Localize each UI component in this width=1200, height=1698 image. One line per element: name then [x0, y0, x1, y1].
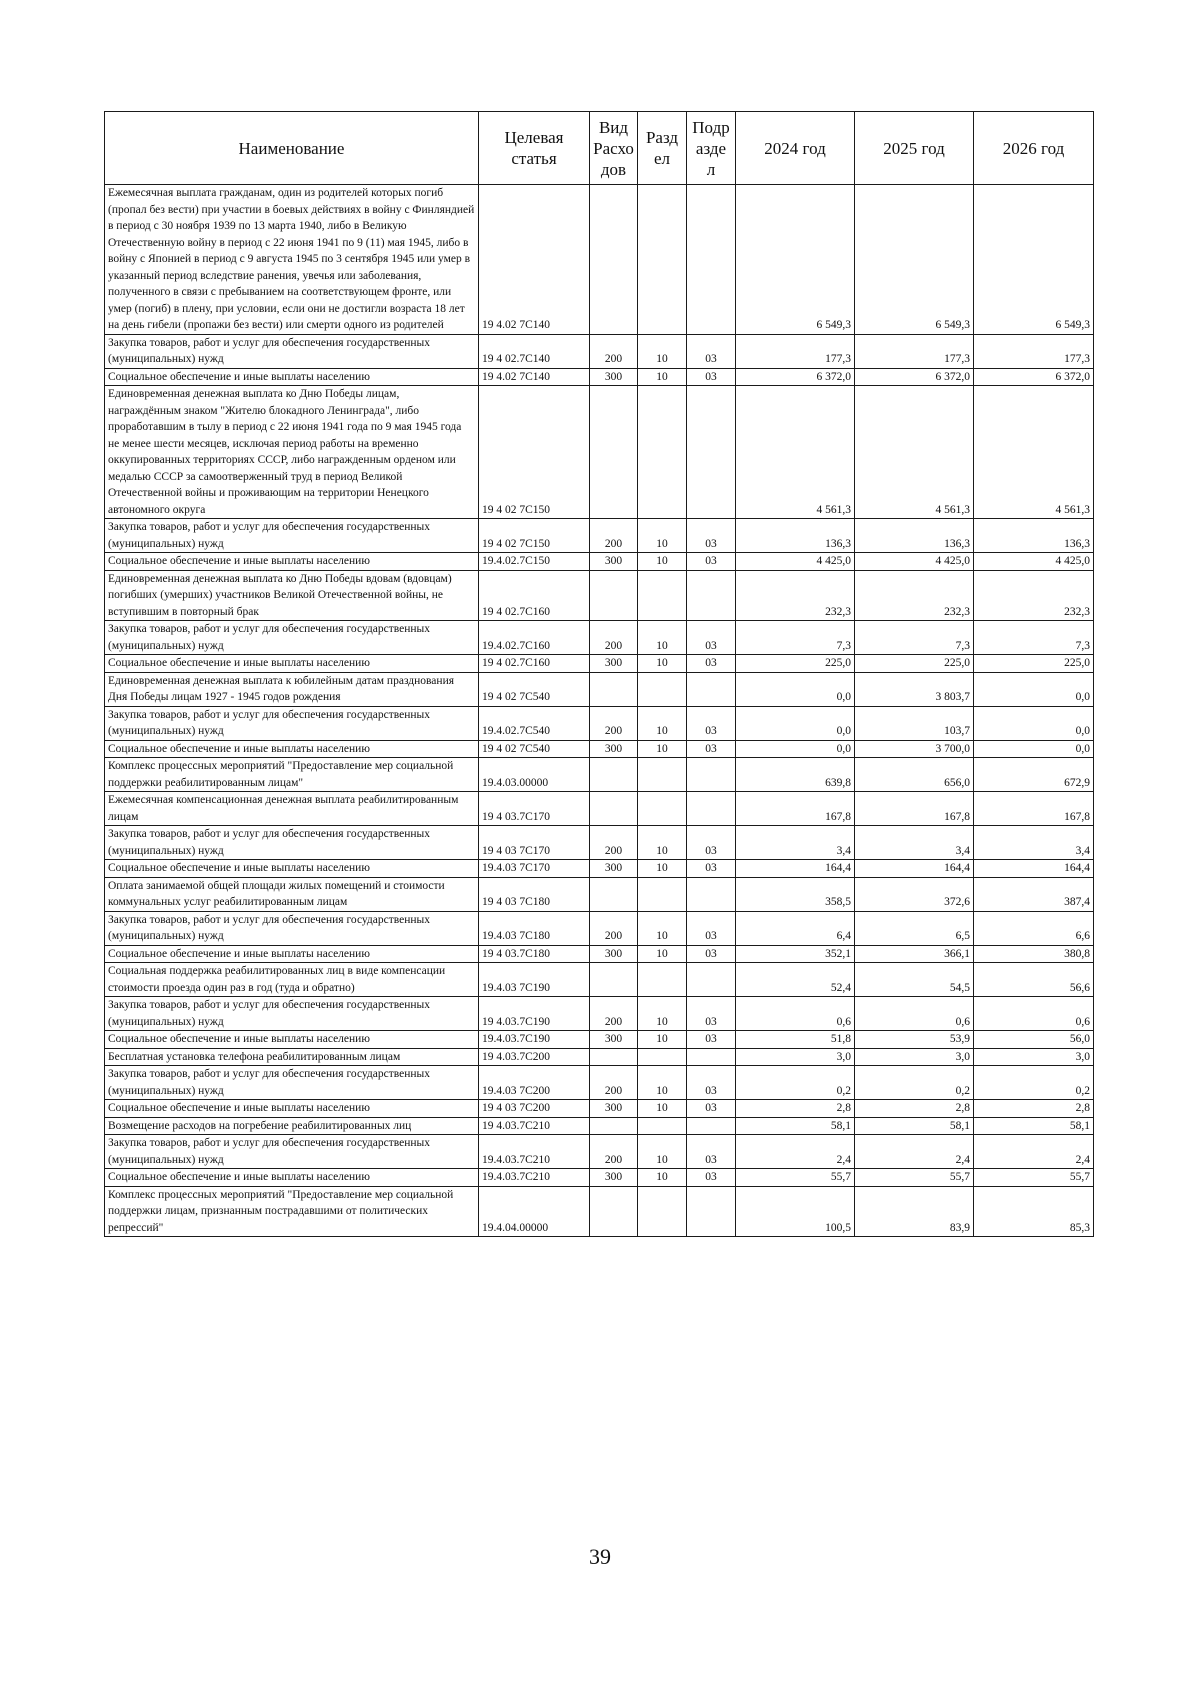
row-name: Комплекс процессных мероприятий "Предоставление мер социальной поддержки лицам, признанным пострадавшими от политических репрессий" — [105, 1186, 479, 1237]
row-target-article: 19.4.03.7С210 — [479, 1135, 590, 1169]
row-subsection: 03 — [687, 826, 736, 860]
row-name: Закупка товаров, работ и услуг для обеспечения государственных (муниципальных) нужд — [105, 1066, 479, 1100]
row-subsection — [687, 1048, 736, 1066]
row-subsection: 03 — [687, 655, 736, 673]
row-section — [638, 1048, 687, 1066]
row-subsection: 03 — [687, 1169, 736, 1187]
row-section: 10 — [638, 997, 687, 1031]
table-row — [105, 1117, 1094, 1135]
row-name: Ежемесячная выплата гражданам, один из родителей которых погиб (пропал без вести) при участии в боевых действиях в войну с Финляндией в период с 30 ноября 1939 по 13 марта 1940, либо в Великую Отечественную войну в период с 22 июня 1941 по 9 (11) мая 1945, либо в войну с Японией в период с 9 августа 1945 по 3 сентября 1945 или умер в указанный период вследствие ранения, увечья или заболевания, полученного в связи с пребыванием на соответствующем фронте, или умер (погиб) в плену, при условии, если они не достигли возраста 18 лет на день гибели (пропажи без вести) или смерти одного из родителей — [105, 185, 479, 335]
row-name: Единовременная денежная выплата ко Дню Победы вдовам (вдовцам) погибших (умерших) участников Великой Отечественной войны, не вступившим в повторный брак — [105, 570, 479, 621]
row-expense-type: 200 — [590, 621, 638, 655]
row-name: Закупка товаров, работ и услуг для обеспечения государственных (муниципальных) нужд — [105, 997, 479, 1031]
row-target-article: 19.4.02.7С150 — [479, 553, 590, 571]
row-name: Социальное обеспечение и иные выплаты населению — [105, 1169, 479, 1187]
row-expense-type: 200 — [590, 1066, 638, 1100]
row-amount-2025: 6 372,0 — [855, 368, 974, 386]
row-expense-type — [590, 877, 638, 911]
row-name: Единовременная денежная выплата к юбилейным датам празднования Дня Победы лицам 1927 - 1945 годов рождения — [105, 672, 479, 706]
row-amount-2026: 0,2 — [974, 1066, 1094, 1100]
row-subsection: 03 — [687, 945, 736, 963]
header-subsection: Подр азде л — [687, 112, 736, 185]
row-amount-2024: 3,4 — [736, 826, 855, 860]
row-section — [638, 758, 687, 792]
table-row — [105, 672, 1094, 706]
row-section: 10 — [638, 621, 687, 655]
row-amount-2026: 225,0 — [974, 655, 1094, 673]
table-row — [105, 570, 1094, 621]
row-amount-2026: 6 549,3 — [974, 185, 1094, 335]
row-amount-2024: 167,8 — [736, 792, 855, 826]
row-amount-2026: 232,3 — [974, 570, 1094, 621]
row-amount-2025: 164,4 — [855, 860, 974, 878]
row-subsection — [687, 672, 736, 706]
row-amount-2024: 4 425,0 — [736, 553, 855, 571]
row-name: Социальное обеспечение и иные выплаты населению — [105, 945, 479, 963]
row-amount-2025: 83,9 — [855, 1186, 974, 1237]
row-expense-type — [590, 672, 638, 706]
row-amount-2025: 0,2 — [855, 1066, 974, 1100]
row-target-article: 19 4 03.7С170 — [479, 792, 590, 826]
row-subsection: 03 — [687, 997, 736, 1031]
table-row — [105, 911, 1094, 945]
table-row — [105, 826, 1094, 860]
row-target-article: 19 4.03.7С210 — [479, 1117, 590, 1135]
row-target-article: 19.4.03 7С180 — [479, 911, 590, 945]
row-name: Социальная поддержка реабилитированных лиц в виде компенсации стоимости проезда один раз в год (туда и обратно) — [105, 963, 479, 997]
row-amount-2026: 0,0 — [974, 672, 1094, 706]
row-amount-2025: 6,5 — [855, 911, 974, 945]
table-row — [105, 997, 1094, 1031]
row-name: Ежемесячная компенсационная денежная выплата реабилитированным лицам — [105, 792, 479, 826]
row-amount-2025: 55,7 — [855, 1169, 974, 1187]
row-section: 10 — [638, 706, 687, 740]
row-amount-2024: 6 549,3 — [736, 185, 855, 335]
table-row — [105, 963, 1094, 997]
row-subsection: 03 — [687, 1066, 736, 1100]
row-expense-type — [590, 386, 638, 519]
row-subsection: 03 — [687, 519, 736, 553]
row-expense-type: 300 — [590, 860, 638, 878]
row-name: Возмещение расходов на погребение реабилитированных лиц — [105, 1117, 479, 1135]
row-name: Комплекс процессных мероприятий "Предоставление мер социальной поддержки реабилитированным лицам" — [105, 758, 479, 792]
row-subsection — [687, 1186, 736, 1237]
row-amount-2025: 366,1 — [855, 945, 974, 963]
row-subsection: 03 — [687, 740, 736, 758]
row-target-article: 19.4.03.00000 — [479, 758, 590, 792]
header-year-2025: 2025 год — [855, 112, 974, 185]
row-subsection: 03 — [687, 368, 736, 386]
row-amount-2026: 7,3 — [974, 621, 1094, 655]
row-amount-2025: 167,8 — [855, 792, 974, 826]
row-name: Закупка товаров, работ и услуг для обеспечения государственных (муниципальных) нужд — [105, 621, 479, 655]
row-amount-2026: 177,3 — [974, 334, 1094, 368]
row-subsection — [687, 877, 736, 911]
header-name: Наименование — [105, 112, 479, 185]
row-amount-2026: 4 425,0 — [974, 553, 1094, 571]
table-row — [105, 1048, 1094, 1066]
row-amount-2026: 3,4 — [974, 826, 1094, 860]
row-amount-2024: 352,1 — [736, 945, 855, 963]
row-section: 10 — [638, 519, 687, 553]
table-row — [105, 1135, 1094, 1169]
row-expense-type: 200 — [590, 826, 638, 860]
table-row — [105, 185, 1094, 335]
row-expense-type: 300 — [590, 945, 638, 963]
table-row — [105, 1100, 1094, 1118]
row-target-article: 19.4.02.7С160 — [479, 621, 590, 655]
row-amount-2024: 58,1 — [736, 1117, 855, 1135]
row-name: Закупка товаров, работ и услуг для обеспечения государственных (муниципальных) нужд — [105, 911, 479, 945]
row-amount-2024: 2,4 — [736, 1135, 855, 1169]
row-amount-2024: 4 561,3 — [736, 386, 855, 519]
row-expense-type — [590, 1117, 638, 1135]
row-amount-2026: 55,7 — [974, 1169, 1094, 1187]
row-amount-2026: 2,4 — [974, 1135, 1094, 1169]
row-amount-2025: 53,9 — [855, 1031, 974, 1049]
table-row — [105, 740, 1094, 758]
row-section — [638, 1117, 687, 1135]
row-target-article: 19.4.02.7С540 — [479, 706, 590, 740]
row-expense-type: 200 — [590, 911, 638, 945]
row-amount-2024: 51,8 — [736, 1031, 855, 1049]
row-amount-2025: 656,0 — [855, 758, 974, 792]
row-section: 10 — [638, 1031, 687, 1049]
table-row — [105, 860, 1094, 878]
row-target-article: 19.4.03 7С200 — [479, 1066, 590, 1100]
row-section: 10 — [638, 334, 687, 368]
table-row — [105, 621, 1094, 655]
table-row — [105, 368, 1094, 386]
row-expense-type — [590, 185, 638, 335]
row-subsection: 03 — [687, 553, 736, 571]
row-subsection: 03 — [687, 911, 736, 945]
table-row — [105, 792, 1094, 826]
row-subsection: 03 — [687, 1135, 736, 1169]
row-name: Закупка товаров, работ и услуг для обеспечения государственных (муниципальных) нужд — [105, 706, 479, 740]
row-amount-2026: 85,3 — [974, 1186, 1094, 1237]
row-amount-2025: 54,5 — [855, 963, 974, 997]
header-expense-type: Вид Расхо дов — [590, 112, 638, 185]
row-amount-2026: 0,0 — [974, 740, 1094, 758]
row-amount-2025: 3,0 — [855, 1048, 974, 1066]
row-name: Социальное обеспечение и иные выплаты населению — [105, 860, 479, 878]
row-expense-type — [590, 758, 638, 792]
row-subsection: 03 — [687, 860, 736, 878]
row-subsection: 03 — [687, 706, 736, 740]
row-amount-2026: 58,1 — [974, 1117, 1094, 1135]
row-amount-2024: 52,4 — [736, 963, 855, 997]
row-amount-2024: 225,0 — [736, 655, 855, 673]
row-target-article: 19 4 02.7С160 — [479, 570, 590, 621]
table-row — [105, 553, 1094, 571]
row-subsection: 03 — [687, 1100, 736, 1118]
row-section — [638, 1186, 687, 1237]
row-section: 10 — [638, 860, 687, 878]
row-expense-type: 200 — [590, 997, 638, 1031]
row-amount-2024: 2,8 — [736, 1100, 855, 1118]
row-amount-2025: 58,1 — [855, 1117, 974, 1135]
header-year-2026: 2026 год — [974, 112, 1094, 185]
row-section — [638, 386, 687, 519]
budget-table — [104, 111, 1094, 1237]
row-expense-type — [590, 963, 638, 997]
row-subsection — [687, 792, 736, 826]
row-amount-2025: 136,3 — [855, 519, 974, 553]
row-section: 10 — [638, 740, 687, 758]
row-amount-2025: 2,4 — [855, 1135, 974, 1169]
row-target-article: 19 4 02 7С150 — [479, 519, 590, 553]
row-section: 10 — [638, 368, 687, 386]
row-amount-2024: 232,3 — [736, 570, 855, 621]
row-name: Оплата занимаемой общей площади жилых помещений и стоимости коммунальных услуг реабилитированным лицам — [105, 877, 479, 911]
table-row — [105, 706, 1094, 740]
row-amount-2026: 2,8 — [974, 1100, 1094, 1118]
row-name: Социальное обеспечение и иные выплаты населению — [105, 1031, 479, 1049]
row-amount-2025: 225,0 — [855, 655, 974, 673]
row-target-article: 19.4.03.7С190 — [479, 1031, 590, 1049]
row-target-article: 19 4 02.7С160 — [479, 655, 590, 673]
row-amount-2024: 55,7 — [736, 1169, 855, 1187]
row-name: Закупка товаров, работ и услуг для обеспечения государственных (муниципальных) нужд — [105, 826, 479, 860]
row-amount-2025: 372,6 — [855, 877, 974, 911]
row-section: 10 — [638, 1135, 687, 1169]
row-amount-2026: 0,0 — [974, 706, 1094, 740]
row-target-article: 19.4.03 7С190 — [479, 963, 590, 997]
header-section: Разд ел — [638, 112, 687, 185]
table-header — [105, 112, 1094, 185]
row-amount-2026: 56,6 — [974, 963, 1094, 997]
row-subsection — [687, 386, 736, 519]
row-amount-2025: 0,6 — [855, 997, 974, 1031]
row-target-article: 19 4.02 7С140 — [479, 185, 590, 335]
table-body — [105, 185, 1094, 1237]
row-expense-type: 200 — [590, 706, 638, 740]
row-name: Единовременная денежная выплата ко Дню Победы лицам, награждённым знаком "Жителю блокадного Ленинграда", либо проработавшим в тылу в период с 22 июня 1941 года по 9 мая 1945 года не менее шести месяцев, исключая период работы на временно оккупированных территориях СССР, либо награжденным орденом или медалью СССР за самоотверженный труд в период Великой Отечественной войны и проживающим на территории Ненецкого автономного округа — [105, 386, 479, 519]
row-subsection: 03 — [687, 621, 736, 655]
row-subsection — [687, 1117, 736, 1135]
row-amount-2025: 6 549,3 — [855, 185, 974, 335]
row-amount-2026: 380,8 — [974, 945, 1094, 963]
row-amount-2024: 164,4 — [736, 860, 855, 878]
row-expense-type: 300 — [590, 740, 638, 758]
row-expense-type — [590, 1048, 638, 1066]
row-name: Закупка товаров, работ и услуг для обеспечения государственных (муниципальных) нужд — [105, 519, 479, 553]
row-subsection — [687, 570, 736, 621]
row-amount-2025: 177,3 — [855, 334, 974, 368]
row-name: Социальное обеспечение и иные выплаты населению — [105, 368, 479, 386]
row-section — [638, 877, 687, 911]
row-target-article: 19 4 03 7С170 — [479, 826, 590, 860]
row-target-article: 19 4 02 7С540 — [479, 740, 590, 758]
row-name: Бесплатная установка телефона реабилитированным лицам — [105, 1048, 479, 1066]
row-section — [638, 792, 687, 826]
row-target-article: 19 4 03 7С180 — [479, 877, 590, 911]
row-target-article: 19 4 02.7С140 — [479, 334, 590, 368]
row-section — [638, 185, 687, 335]
row-target-article: 19.4.04.00000 — [479, 1186, 590, 1237]
row-amount-2024: 0,0 — [736, 706, 855, 740]
row-amount-2024: 6 372,0 — [736, 368, 855, 386]
row-expense-type: 300 — [590, 553, 638, 571]
row-subsection — [687, 963, 736, 997]
row-section — [638, 672, 687, 706]
row-amount-2024: 0,0 — [736, 740, 855, 758]
row-expense-type: 300 — [590, 655, 638, 673]
row-amount-2024: 7,3 — [736, 621, 855, 655]
row-amount-2025: 4 561,3 — [855, 386, 974, 519]
row-section: 10 — [638, 945, 687, 963]
row-target-article: 19 4 02 7С150 — [479, 386, 590, 519]
row-name: Социальное обеспечение и иные выплаты населению — [105, 740, 479, 758]
header-target-article: Целевая статья — [479, 112, 590, 185]
table-row — [105, 758, 1094, 792]
row-amount-2024: 3,0 — [736, 1048, 855, 1066]
table-row — [105, 1031, 1094, 1049]
row-target-article: 19 4 03.7С180 — [479, 945, 590, 963]
row-target-article: 19 4.02 7С140 — [479, 368, 590, 386]
row-amount-2024: 0,6 — [736, 997, 855, 1031]
table-row — [105, 519, 1094, 553]
row-subsection — [687, 185, 736, 335]
row-amount-2025: 103,7 — [855, 706, 974, 740]
row-section: 10 — [638, 1066, 687, 1100]
row-section — [638, 963, 687, 997]
row-target-article: 19 4.03.7С190 — [479, 997, 590, 1031]
row-amount-2024: 136,3 — [736, 519, 855, 553]
row-expense-type: 300 — [590, 1100, 638, 1118]
row-amount-2025: 232,3 — [855, 570, 974, 621]
row-amount-2024: 0,0 — [736, 672, 855, 706]
row-expense-type: 300 — [590, 1169, 638, 1187]
row-amount-2024: 639,8 — [736, 758, 855, 792]
row-amount-2025: 3 700,0 — [855, 740, 974, 758]
row-section — [638, 570, 687, 621]
table-row — [105, 1066, 1094, 1100]
row-name: Социальное обеспечение и иные выплаты населению — [105, 655, 479, 673]
row-amount-2026: 387,4 — [974, 877, 1094, 911]
row-expense-type: 200 — [590, 334, 638, 368]
table-row — [105, 334, 1094, 368]
table-row — [105, 1169, 1094, 1187]
row-section: 10 — [638, 553, 687, 571]
row-amount-2025: 3,4 — [855, 826, 974, 860]
row-target-article: 19 4 03 7С200 — [479, 1100, 590, 1118]
row-section: 10 — [638, 826, 687, 860]
row-section: 10 — [638, 911, 687, 945]
table-row — [105, 386, 1094, 519]
row-target-article: 19 4.03.7С200 — [479, 1048, 590, 1066]
row-name: Закупка товаров, работ и услуг для обеспечения государственных (муниципальных) нужд — [105, 334, 479, 368]
row-amount-2026: 164,4 — [974, 860, 1094, 878]
row-target-article: 19.4.03.7С210 — [479, 1169, 590, 1187]
row-name: Социальное обеспечение и иные выплаты населению — [105, 1100, 479, 1118]
row-subsection — [687, 758, 736, 792]
table-row — [105, 1186, 1094, 1237]
row-amount-2024: 6,4 — [736, 911, 855, 945]
row-amount-2026: 6,6 — [974, 911, 1094, 945]
row-amount-2026: 672,9 — [974, 758, 1094, 792]
row-expense-type: 200 — [590, 519, 638, 553]
row-target-article: 19 4 02 7С540 — [479, 672, 590, 706]
table-row — [105, 945, 1094, 963]
header-year-2024: 2024 год — [736, 112, 855, 185]
row-amount-2026: 56,0 — [974, 1031, 1094, 1049]
row-section: 10 — [638, 1169, 687, 1187]
row-name: Социальное обеспечение и иные выплаты населению — [105, 553, 479, 571]
row-amount-2026: 167,8 — [974, 792, 1094, 826]
table-row — [105, 877, 1094, 911]
row-amount-2026: 6 372,0 — [974, 368, 1094, 386]
row-amount-2025: 2,8 — [855, 1100, 974, 1118]
row-target-article: 19.4.03 7С170 — [479, 860, 590, 878]
row-amount-2024: 177,3 — [736, 334, 855, 368]
row-subsection: 03 — [687, 1031, 736, 1049]
row-expense-type: 300 — [590, 1031, 638, 1049]
row-amount-2026: 4 561,3 — [974, 386, 1094, 519]
row-amount-2026: 3,0 — [974, 1048, 1094, 1066]
row-expense-type: 300 — [590, 368, 638, 386]
row-section: 10 — [638, 655, 687, 673]
row-amount-2025: 7,3 — [855, 621, 974, 655]
row-amount-2024: 358,5 — [736, 877, 855, 911]
row-amount-2025: 4 425,0 — [855, 553, 974, 571]
page-number: 39 — [589, 1544, 611, 1569]
row-amount-2026: 136,3 — [974, 519, 1094, 553]
row-amount-2026: 0,6 — [974, 997, 1094, 1031]
row-amount-2024: 0,2 — [736, 1066, 855, 1100]
row-expense-type — [590, 792, 638, 826]
row-amount-2025: 3 803,7 — [855, 672, 974, 706]
table-row — [105, 655, 1094, 673]
row-expense-type — [590, 1186, 638, 1237]
row-name: Закупка товаров, работ и услуг для обеспечения государственных (муниципальных) нужд — [105, 1135, 479, 1169]
row-section: 10 — [638, 1100, 687, 1118]
row-subsection: 03 — [687, 334, 736, 368]
row-expense-type: 200 — [590, 1135, 638, 1169]
row-amount-2024: 100,5 — [736, 1186, 855, 1237]
row-expense-type — [590, 570, 638, 621]
